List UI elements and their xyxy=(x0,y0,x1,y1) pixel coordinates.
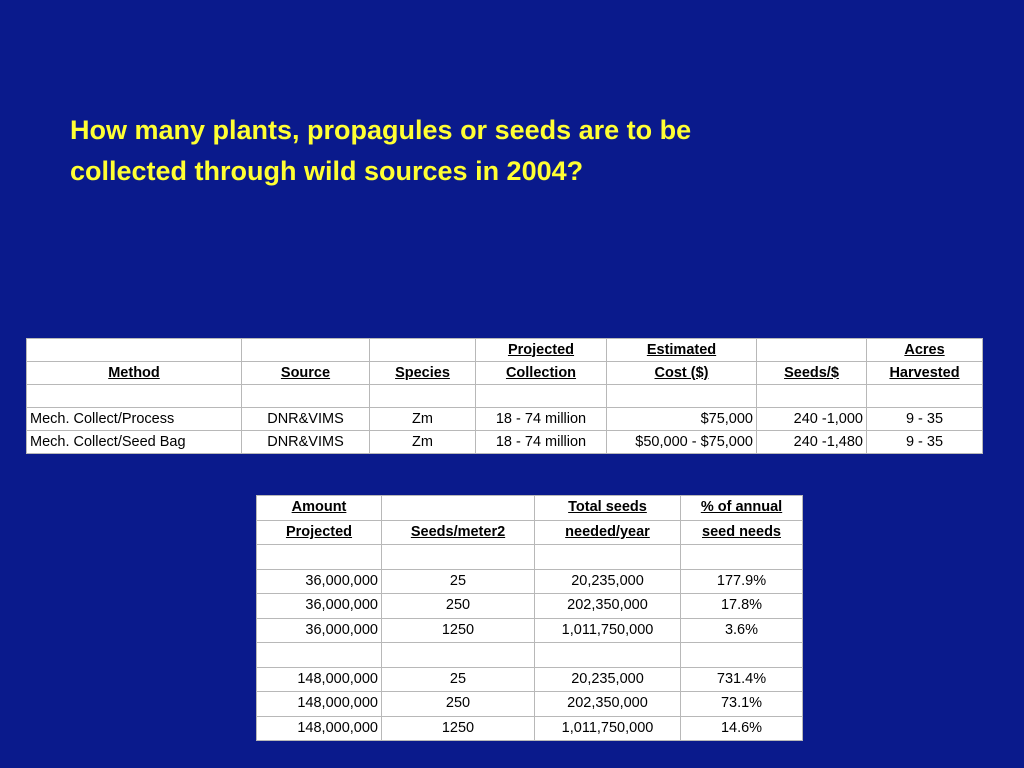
blank-cell xyxy=(867,385,983,408)
header-cell: Seeds/$ xyxy=(757,362,867,385)
table-cell: 177.9% xyxy=(681,569,803,594)
table-header-row xyxy=(27,339,983,362)
blank-cell xyxy=(681,643,803,668)
table-row xyxy=(27,408,983,431)
header-cell: Harvested xyxy=(867,362,983,385)
table-cell: 240 -1,000 xyxy=(757,408,867,431)
table-cell: 202,350,000 xyxy=(535,692,681,717)
table-cell: 20,235,000 xyxy=(535,569,681,594)
table-header-row xyxy=(257,520,803,545)
table-cell: $50,000 - $75,000 xyxy=(607,431,757,454)
header-cell: Projected xyxy=(257,520,382,545)
table-cell: 17.8% xyxy=(681,594,803,619)
table-cell: DNR&VIMS xyxy=(242,431,370,454)
table-row xyxy=(257,667,803,692)
header-cell xyxy=(370,339,476,362)
table-cell: 731.4% xyxy=(681,667,803,692)
blank-cell xyxy=(242,385,370,408)
table-cell: 18 - 74 million xyxy=(476,408,607,431)
table-cell: 20,235,000 xyxy=(535,667,681,692)
slide-title-line-2: collected through wild sources in 2004? xyxy=(70,156,584,186)
header-cell xyxy=(382,496,535,521)
table-cell: 1250 xyxy=(382,618,535,643)
header-cell: Collection xyxy=(476,362,607,385)
header-cell: Seeds/meter2 xyxy=(382,520,535,545)
table-cell: 1,011,750,000 xyxy=(535,618,681,643)
header-cell: Projected xyxy=(476,339,607,362)
header-cell xyxy=(27,339,242,362)
blank-cell xyxy=(757,385,867,408)
table-cell: 9 - 35 xyxy=(867,431,983,454)
table-cell: 36,000,000 xyxy=(257,569,382,594)
header-cell xyxy=(757,339,867,362)
blank-cell xyxy=(27,385,242,408)
table-cell: 14.6% xyxy=(681,716,803,741)
table-row xyxy=(257,618,803,643)
blank-cell xyxy=(382,643,535,668)
table-cell: 25 xyxy=(382,569,535,594)
header-cell: needed/year xyxy=(535,520,681,545)
table-cell: Mech. Collect/Process xyxy=(27,408,242,431)
header-cell: Cost ($) xyxy=(607,362,757,385)
table-cell: Zm xyxy=(370,431,476,454)
slide-title-line-1: How many plants, propagules or seeds are to be xyxy=(70,115,692,145)
table-row xyxy=(257,569,803,594)
blank-cell xyxy=(382,545,535,570)
header-cell: seed needs xyxy=(681,520,803,545)
table-cell: 73.1% xyxy=(681,692,803,717)
table-cell: 36,000,000 xyxy=(257,618,382,643)
table-cell: 9 - 35 xyxy=(867,408,983,431)
header-cell xyxy=(242,339,370,362)
slide-title xyxy=(70,110,930,192)
table-cell: 3.6% xyxy=(681,618,803,643)
table-cell: 18 - 74 million xyxy=(476,431,607,454)
table-cell: 1250 xyxy=(382,716,535,741)
table-cell: DNR&VIMS xyxy=(242,408,370,431)
header-cell: Acres xyxy=(867,339,983,362)
table-cell: 148,000,000 xyxy=(257,667,382,692)
blank-cell xyxy=(681,545,803,570)
blank-row xyxy=(257,643,803,668)
blank-cell xyxy=(257,643,382,668)
table-cell: 25 xyxy=(382,667,535,692)
table-cell: 1,011,750,000 xyxy=(535,716,681,741)
blank-cell xyxy=(607,385,757,408)
table-cell: 148,000,000 xyxy=(257,716,382,741)
table-cell: $75,000 xyxy=(607,408,757,431)
table-cell: 250 xyxy=(382,594,535,619)
table-row xyxy=(257,692,803,717)
header-cell: Species xyxy=(370,362,476,385)
table-cell: 250 xyxy=(382,692,535,717)
header-cell: Total seeds xyxy=(535,496,681,521)
table-cell: 148,000,000 xyxy=(257,692,382,717)
header-cell: Estimated xyxy=(607,339,757,362)
table-header-row xyxy=(27,362,983,385)
seed-needs-table xyxy=(256,495,803,741)
table-header-row xyxy=(257,496,803,521)
blank-row xyxy=(27,385,983,408)
header-cell: Source xyxy=(242,362,370,385)
table-cell: 240 -1,480 xyxy=(757,431,867,454)
blank-cell xyxy=(370,385,476,408)
blank-cell xyxy=(535,643,681,668)
table-row xyxy=(27,431,983,454)
header-cell: Method xyxy=(27,362,242,385)
blank-row xyxy=(257,545,803,570)
header-cell: Amount xyxy=(257,496,382,521)
blank-cell xyxy=(476,385,607,408)
table-row xyxy=(257,716,803,741)
table-row xyxy=(257,594,803,619)
table-cell: 36,000,000 xyxy=(257,594,382,619)
collection-methods-table xyxy=(26,338,983,454)
table-cell: Mech. Collect/Seed Bag xyxy=(27,431,242,454)
blank-cell xyxy=(535,545,681,570)
blank-cell xyxy=(257,545,382,570)
table-cell: Zm xyxy=(370,408,476,431)
header-cell: % of annual xyxy=(681,496,803,521)
table-cell: 202,350,000 xyxy=(535,594,681,619)
